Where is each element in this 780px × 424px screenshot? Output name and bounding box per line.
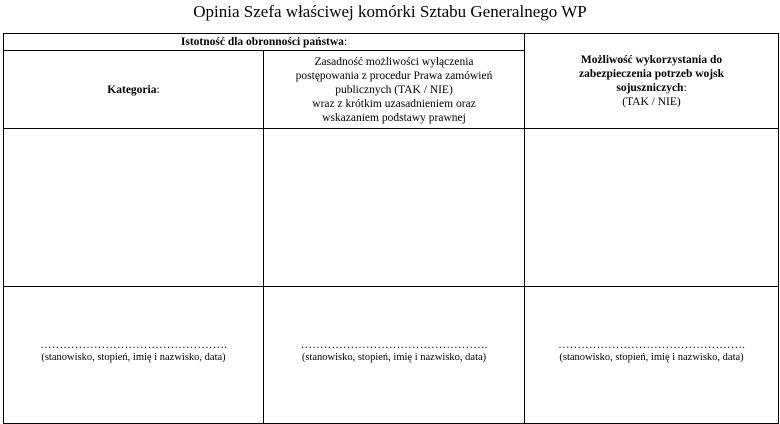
mozliwosc-colon: : xyxy=(683,82,687,94)
zasadnosc-line5: wskazaniem podstawy prawnej xyxy=(322,111,466,124)
header-mozliwosc xyxy=(525,34,779,129)
group-header-colon: : xyxy=(343,36,348,48)
zasadnosc-entry-cell[interactable] xyxy=(264,129,525,287)
signature-caption-1: (stanowisko, stopień, imię i nazwisko, data) xyxy=(41,352,226,363)
mozliwosc-line1: Możliwość wykorzystania do xyxy=(580,54,723,66)
signature-line-1: …………………………………………. xyxy=(40,339,227,351)
signature-cell-2[interactable] xyxy=(264,287,525,424)
header-zasadnosc xyxy=(264,51,525,129)
signature-line-2: …………………………………………. xyxy=(300,339,488,351)
kategoria-label: Kategoria xyxy=(107,83,157,96)
signature-cell-1[interactable] xyxy=(4,287,264,424)
signature-cell-3[interactable] xyxy=(525,287,779,424)
group-header-istotnosc xyxy=(4,34,525,51)
mozliwosc-line3: sojuszniczych xyxy=(616,82,684,94)
page-title: Opinia Szefa właściwej komórki Sztabu Generalnego WP xyxy=(193,2,587,21)
signature-caption-2: (stanowisko, stopień, imię i nazwisko, data) xyxy=(301,352,487,363)
group-header-label: Istotność dla obronności państwa xyxy=(180,36,344,48)
zasadnosc-line4: wraz z krótkim uzasadnieniem oraz xyxy=(312,97,476,110)
signature-caption-3: (stanowisko, stopień, imię i nazwisko, data) xyxy=(559,352,744,363)
signature-line-3: …………………………………………. xyxy=(558,339,745,351)
kategoria-entry-cell[interactable] xyxy=(4,129,264,287)
mozliwosc-line4: (TAK / NIE) xyxy=(622,96,681,108)
mozliwosc-line2: zabezpieczenia potrzeb wojsk xyxy=(579,68,725,80)
kategoria-colon: : xyxy=(156,83,160,96)
header-kategoria xyxy=(4,51,264,129)
mozliwosc-entry-cell[interactable] xyxy=(525,129,779,287)
opinion-form-table xyxy=(3,33,779,424)
zasadnosc-line2: postępowania z procedur Prawa zamówień xyxy=(295,69,493,82)
zasadnosc-line1: Zasadność możliwości wyłączenia xyxy=(314,55,474,68)
zasadnosc-line3: publicznych (TAK / NIE) xyxy=(335,83,453,96)
